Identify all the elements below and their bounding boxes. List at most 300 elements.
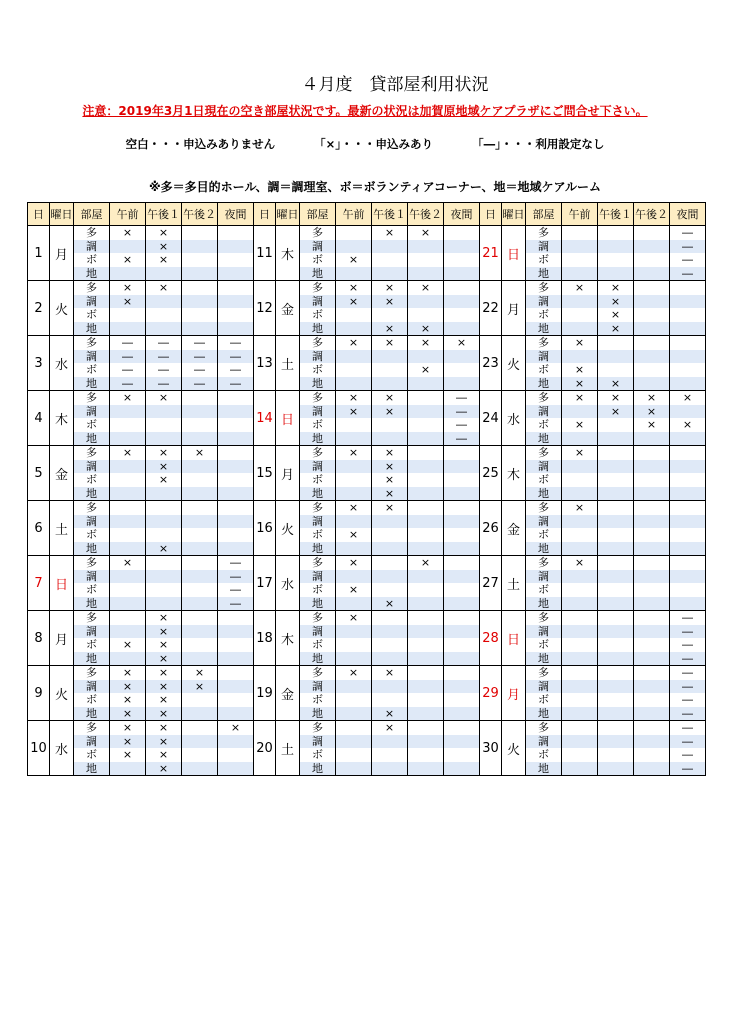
room-label: 調 <box>526 350 561 364</box>
room-label: 調 <box>300 405 335 419</box>
weekday: 日 <box>50 556 74 611</box>
slot-status: × <box>336 253 371 267</box>
slot-cell <box>670 666 706 721</box>
slot-status <box>146 295 181 309</box>
room-label: 調 <box>300 240 335 254</box>
slot-status: ― <box>670 680 705 694</box>
weekday: 月 <box>50 226 74 281</box>
room-list <box>526 336 562 391</box>
slot-status <box>182 625 217 639</box>
room-label: ボ <box>526 638 561 652</box>
room-label: 地 <box>74 432 109 446</box>
slot-cell <box>182 446 218 501</box>
slot-status <box>110 432 145 446</box>
slot-status: × <box>336 611 371 625</box>
room-label: 地 <box>300 267 335 281</box>
slot-status <box>634 226 669 240</box>
slot-status <box>562 735 597 749</box>
room-label: 地 <box>74 542 109 556</box>
slot-status <box>146 597 181 611</box>
slot-status <box>408 528 443 542</box>
slot-status <box>372 418 407 432</box>
slot-status: × <box>110 666 145 680</box>
slot-status: × <box>408 556 443 570</box>
slot-status: ― <box>110 363 145 377</box>
slot-status <box>634 556 669 570</box>
slot-cell <box>562 501 598 556</box>
slot-cell <box>110 666 146 721</box>
day-number: 8 <box>28 611 50 666</box>
slot-cell <box>372 391 408 446</box>
slot-status <box>372 762 407 776</box>
slot-status <box>336 680 371 694</box>
slot-status <box>444 556 479 570</box>
slot-status <box>444 308 479 322</box>
room-label: 調 <box>526 405 561 419</box>
slot-status <box>182 652 217 666</box>
slot-cell <box>336 611 372 666</box>
slot-cell <box>218 446 254 501</box>
room-label: 調 <box>300 515 335 529</box>
slot-status: ― <box>444 432 479 446</box>
slot-status <box>146 308 181 322</box>
slot-status: ― <box>670 762 705 776</box>
room-label: 調 <box>74 460 109 474</box>
slot-status <box>444 363 479 377</box>
room-label: 多 <box>526 226 561 240</box>
weekday: 土 <box>502 556 526 611</box>
slot-status <box>146 418 181 432</box>
slot-status <box>634 583 669 597</box>
slot-status: × <box>146 707 181 721</box>
slot-status <box>408 748 443 762</box>
room-list <box>526 556 562 611</box>
slot-status <box>182 528 217 542</box>
slot-status <box>182 735 217 749</box>
slot-status <box>336 735 371 749</box>
slot-status <box>336 487 371 501</box>
slot-status <box>670 405 705 419</box>
slot-status <box>372 515 407 529</box>
slot-status <box>218 652 253 666</box>
slot-cell <box>598 446 634 501</box>
slot-status <box>634 680 669 694</box>
slot-status: ― <box>182 363 217 377</box>
slot-status: ― <box>146 363 181 377</box>
slot-status <box>110 418 145 432</box>
slot-status <box>444 460 479 474</box>
slot-status <box>336 625 371 639</box>
slot-status <box>336 597 371 611</box>
slot-status: ― <box>218 363 253 377</box>
slot-cell <box>598 501 634 556</box>
slot-status: × <box>336 528 371 542</box>
slot-status <box>408 597 443 611</box>
slot-status <box>182 473 217 487</box>
slot-status: ― <box>670 693 705 707</box>
slot-cell <box>372 611 408 666</box>
room-label: 地 <box>300 707 335 721</box>
slot-status <box>110 501 145 515</box>
slot-cell <box>146 611 182 666</box>
slot-status <box>670 515 705 529</box>
slot-status <box>372 583 407 597</box>
room-label: 地 <box>300 597 335 611</box>
slot-cell <box>218 501 254 556</box>
slot-status <box>670 528 705 542</box>
column-header: 日 <box>254 203 276 226</box>
slot-status <box>444 748 479 762</box>
slot-cell <box>110 611 146 666</box>
slot-status <box>182 281 217 295</box>
slot-status <box>110 762 145 776</box>
room-label: 多 <box>74 281 109 295</box>
slot-status <box>634 501 669 515</box>
room-label: 調 <box>300 680 335 694</box>
room-label: 調 <box>74 295 109 309</box>
slot-status <box>372 680 407 694</box>
room-label: 地 <box>74 377 109 391</box>
slot-cell <box>110 336 146 391</box>
room-label: ボ <box>300 638 335 652</box>
slot-cell <box>146 501 182 556</box>
slot-status <box>336 418 371 432</box>
room-list <box>526 501 562 556</box>
slot-status <box>634 350 669 364</box>
slot-cell <box>146 446 182 501</box>
room-label: ボ <box>300 253 335 267</box>
slot-status <box>634 240 669 254</box>
slot-status <box>336 432 371 446</box>
day-number: 14 <box>254 391 276 446</box>
slot-cell <box>670 501 706 556</box>
slot-status <box>634 625 669 639</box>
day-number: 15 <box>254 446 276 501</box>
slot-status <box>336 707 371 721</box>
slot-status <box>670 322 705 336</box>
slot-status <box>444 253 479 267</box>
room-label: ボ <box>300 308 335 322</box>
slot-status <box>372 735 407 749</box>
slot-cell <box>562 666 598 721</box>
slot-cell <box>110 226 146 281</box>
room-label: 調 <box>74 240 109 254</box>
weekday: 木 <box>502 446 526 501</box>
slot-status <box>444 625 479 639</box>
slot-status <box>336 267 371 281</box>
slot-status <box>634 570 669 584</box>
slot-status: × <box>110 391 145 405</box>
slot-status <box>670 556 705 570</box>
slot-status <box>634 253 669 267</box>
day-number: 1 <box>28 226 50 281</box>
slot-status <box>182 391 217 405</box>
slot-status <box>444 515 479 529</box>
slot-status: × <box>218 721 253 735</box>
slot-status <box>182 638 217 652</box>
slot-status <box>408 693 443 707</box>
slot-cell <box>110 446 146 501</box>
slot-status <box>598 721 633 735</box>
column-header: 夜間 <box>670 203 706 226</box>
slot-status <box>146 487 181 501</box>
slot-status: × <box>336 666 371 680</box>
slot-status <box>562 611 597 625</box>
slot-status <box>598 611 633 625</box>
slot-status <box>336 570 371 584</box>
slot-status <box>146 528 181 542</box>
slot-status <box>598 597 633 611</box>
slot-status <box>182 570 217 584</box>
slot-cell <box>372 721 408 776</box>
slot-status <box>372 693 407 707</box>
room-label: 地 <box>300 432 335 446</box>
slot-status <box>598 473 633 487</box>
weekday: 火 <box>50 666 74 721</box>
room-label: 多 <box>74 336 109 350</box>
day-number: 17 <box>254 556 276 611</box>
weekday: 月 <box>502 666 526 721</box>
slot-status <box>182 721 217 735</box>
slot-status <box>562 570 597 584</box>
day-number: 13 <box>254 336 276 391</box>
slot-cell <box>444 336 480 391</box>
slot-status <box>146 405 181 419</box>
room-label: 調 <box>526 680 561 694</box>
slot-status <box>562 652 597 666</box>
slot-status <box>634 542 669 556</box>
slot-status <box>408 583 443 597</box>
slot-status: × <box>372 460 407 474</box>
slot-status <box>444 652 479 666</box>
slot-status: × <box>146 240 181 254</box>
slot-cell <box>444 556 480 611</box>
slot-status <box>408 308 443 322</box>
column-header: 曜日 <box>276 203 300 226</box>
weekday: 水 <box>50 721 74 776</box>
slot-status <box>146 322 181 336</box>
slot-status <box>372 377 407 391</box>
room-label: 調 <box>526 240 561 254</box>
slot-status: × <box>336 446 371 460</box>
column-header: 午後１ <box>598 203 634 226</box>
slot-status: × <box>336 336 371 350</box>
slot-status <box>598 253 633 267</box>
slot-status <box>110 267 145 281</box>
slot-status: × <box>598 405 633 419</box>
weekday: 火 <box>502 336 526 391</box>
slot-status: × <box>372 336 407 350</box>
weekday: 金 <box>276 281 300 336</box>
slot-status <box>408 707 443 721</box>
slot-status <box>634 473 669 487</box>
slot-status <box>408 570 443 584</box>
slot-status <box>634 693 669 707</box>
room-label: ボ <box>526 308 561 322</box>
slot-cell <box>444 666 480 721</box>
slot-cell <box>372 281 408 336</box>
slot-status <box>444 707 479 721</box>
room-label: ボ <box>74 693 109 707</box>
slot-status <box>218 693 253 707</box>
slot-status <box>598 226 633 240</box>
slot-cell <box>408 391 444 446</box>
slot-status <box>598 680 633 694</box>
room-list <box>74 446 110 501</box>
room-label: 多 <box>74 226 109 240</box>
slot-status <box>408 638 443 652</box>
slot-cell <box>634 556 670 611</box>
notice-text: 注意：2019年3月1日現在の空き部屋状況です。最新の状況は加賀原地域ケアプラザにご問合せ下さい。 <box>82 104 648 118</box>
slot-status: × <box>336 501 371 515</box>
weekday: 金 <box>50 446 74 501</box>
slot-status: ― <box>670 253 705 267</box>
slot-status <box>444 570 479 584</box>
room-list <box>74 336 110 391</box>
slot-cell <box>670 281 706 336</box>
room-label: ボ <box>300 693 335 707</box>
slot-cell <box>336 226 372 281</box>
slot-status: ― <box>218 583 253 597</box>
room-label: ボ <box>526 363 561 377</box>
room-label: 地 <box>74 597 109 611</box>
room-label: 多 <box>526 556 561 570</box>
slot-status: × <box>110 638 145 652</box>
slot-status: × <box>372 666 407 680</box>
slot-status <box>218 391 253 405</box>
slot-status <box>670 597 705 611</box>
slot-status <box>444 583 479 597</box>
room-label: 地 <box>74 707 109 721</box>
slot-status <box>372 528 407 542</box>
slot-status <box>110 528 145 542</box>
slot-status <box>408 432 443 446</box>
column-header: 夜間 <box>218 203 254 226</box>
slot-status <box>372 432 407 446</box>
room-list <box>300 391 336 446</box>
room-list <box>74 611 110 666</box>
slot-status: × <box>372 721 407 735</box>
slot-status <box>562 528 597 542</box>
room-list <box>74 281 110 336</box>
slot-status <box>634 762 669 776</box>
slot-status <box>110 542 145 556</box>
slot-status: × <box>372 597 407 611</box>
slot-status <box>562 432 597 446</box>
weekday: 日 <box>502 226 526 281</box>
slot-status <box>598 432 633 446</box>
column-header: 午後２ <box>182 203 218 226</box>
table-row <box>28 446 706 501</box>
slot-cell <box>562 281 598 336</box>
slot-status <box>444 295 479 309</box>
slot-status: × <box>444 336 479 350</box>
slot-cell <box>408 336 444 391</box>
slot-status <box>562 487 597 501</box>
day-number: 5 <box>28 446 50 501</box>
slot-cell <box>336 721 372 776</box>
slot-status <box>372 350 407 364</box>
slot-status: × <box>372 322 407 336</box>
room-label: 調 <box>526 625 561 639</box>
slot-status: × <box>372 391 407 405</box>
slot-status <box>110 460 145 474</box>
room-label: 地 <box>300 322 335 336</box>
room-label: 多 <box>526 391 561 405</box>
slot-cell <box>562 391 598 446</box>
column-header: 部屋 <box>526 203 562 226</box>
slot-status <box>182 542 217 556</box>
room-label: 地 <box>300 487 335 501</box>
slot-status <box>408 267 443 281</box>
slot-cell <box>670 611 706 666</box>
slot-status <box>562 638 597 652</box>
slot-status <box>562 267 597 281</box>
slot-status <box>634 295 669 309</box>
slot-cell <box>598 556 634 611</box>
slot-cell <box>372 501 408 556</box>
slot-status <box>408 405 443 419</box>
day-number: 30 <box>480 721 502 776</box>
slot-status: × <box>562 391 597 405</box>
slot-status <box>182 748 217 762</box>
room-label: 多 <box>300 556 335 570</box>
slot-status <box>598 363 633 377</box>
slot-cell <box>634 611 670 666</box>
slot-status: × <box>146 446 181 460</box>
weekday: 土 <box>276 721 300 776</box>
slot-status: × <box>110 693 145 707</box>
slot-status: × <box>562 418 597 432</box>
slot-status <box>336 652 371 666</box>
day-number: 11 <box>254 226 276 281</box>
day-number: 6 <box>28 501 50 556</box>
room-label: 多 <box>526 721 561 735</box>
slot-cell <box>110 391 146 446</box>
room-list <box>526 226 562 281</box>
slot-status: × <box>110 226 145 240</box>
slot-status <box>218 680 253 694</box>
slot-status <box>372 611 407 625</box>
slot-status <box>218 611 253 625</box>
slot-cell <box>146 556 182 611</box>
room-label: 地 <box>526 432 561 446</box>
slot-status <box>598 336 633 350</box>
table-row <box>28 336 706 391</box>
slot-status <box>634 666 669 680</box>
slot-status: × <box>110 295 145 309</box>
slot-cell <box>408 446 444 501</box>
weekday: 金 <box>502 501 526 556</box>
slot-status <box>634 528 669 542</box>
room-label: ボ <box>74 638 109 652</box>
slot-status: × <box>146 542 181 556</box>
slot-status: × <box>598 322 633 336</box>
slot-status <box>146 267 181 281</box>
slot-status <box>218 487 253 501</box>
slot-cell <box>372 446 408 501</box>
room-label: 多 <box>74 391 109 405</box>
room-label: 調 <box>74 570 109 584</box>
room-label: 地 <box>526 487 561 501</box>
slot-status: ― <box>110 336 145 350</box>
slot-cell <box>336 446 372 501</box>
slot-status <box>372 267 407 281</box>
slot-cell <box>218 666 254 721</box>
room-label: 多 <box>526 281 561 295</box>
slot-status <box>336 693 371 707</box>
slot-status <box>562 308 597 322</box>
